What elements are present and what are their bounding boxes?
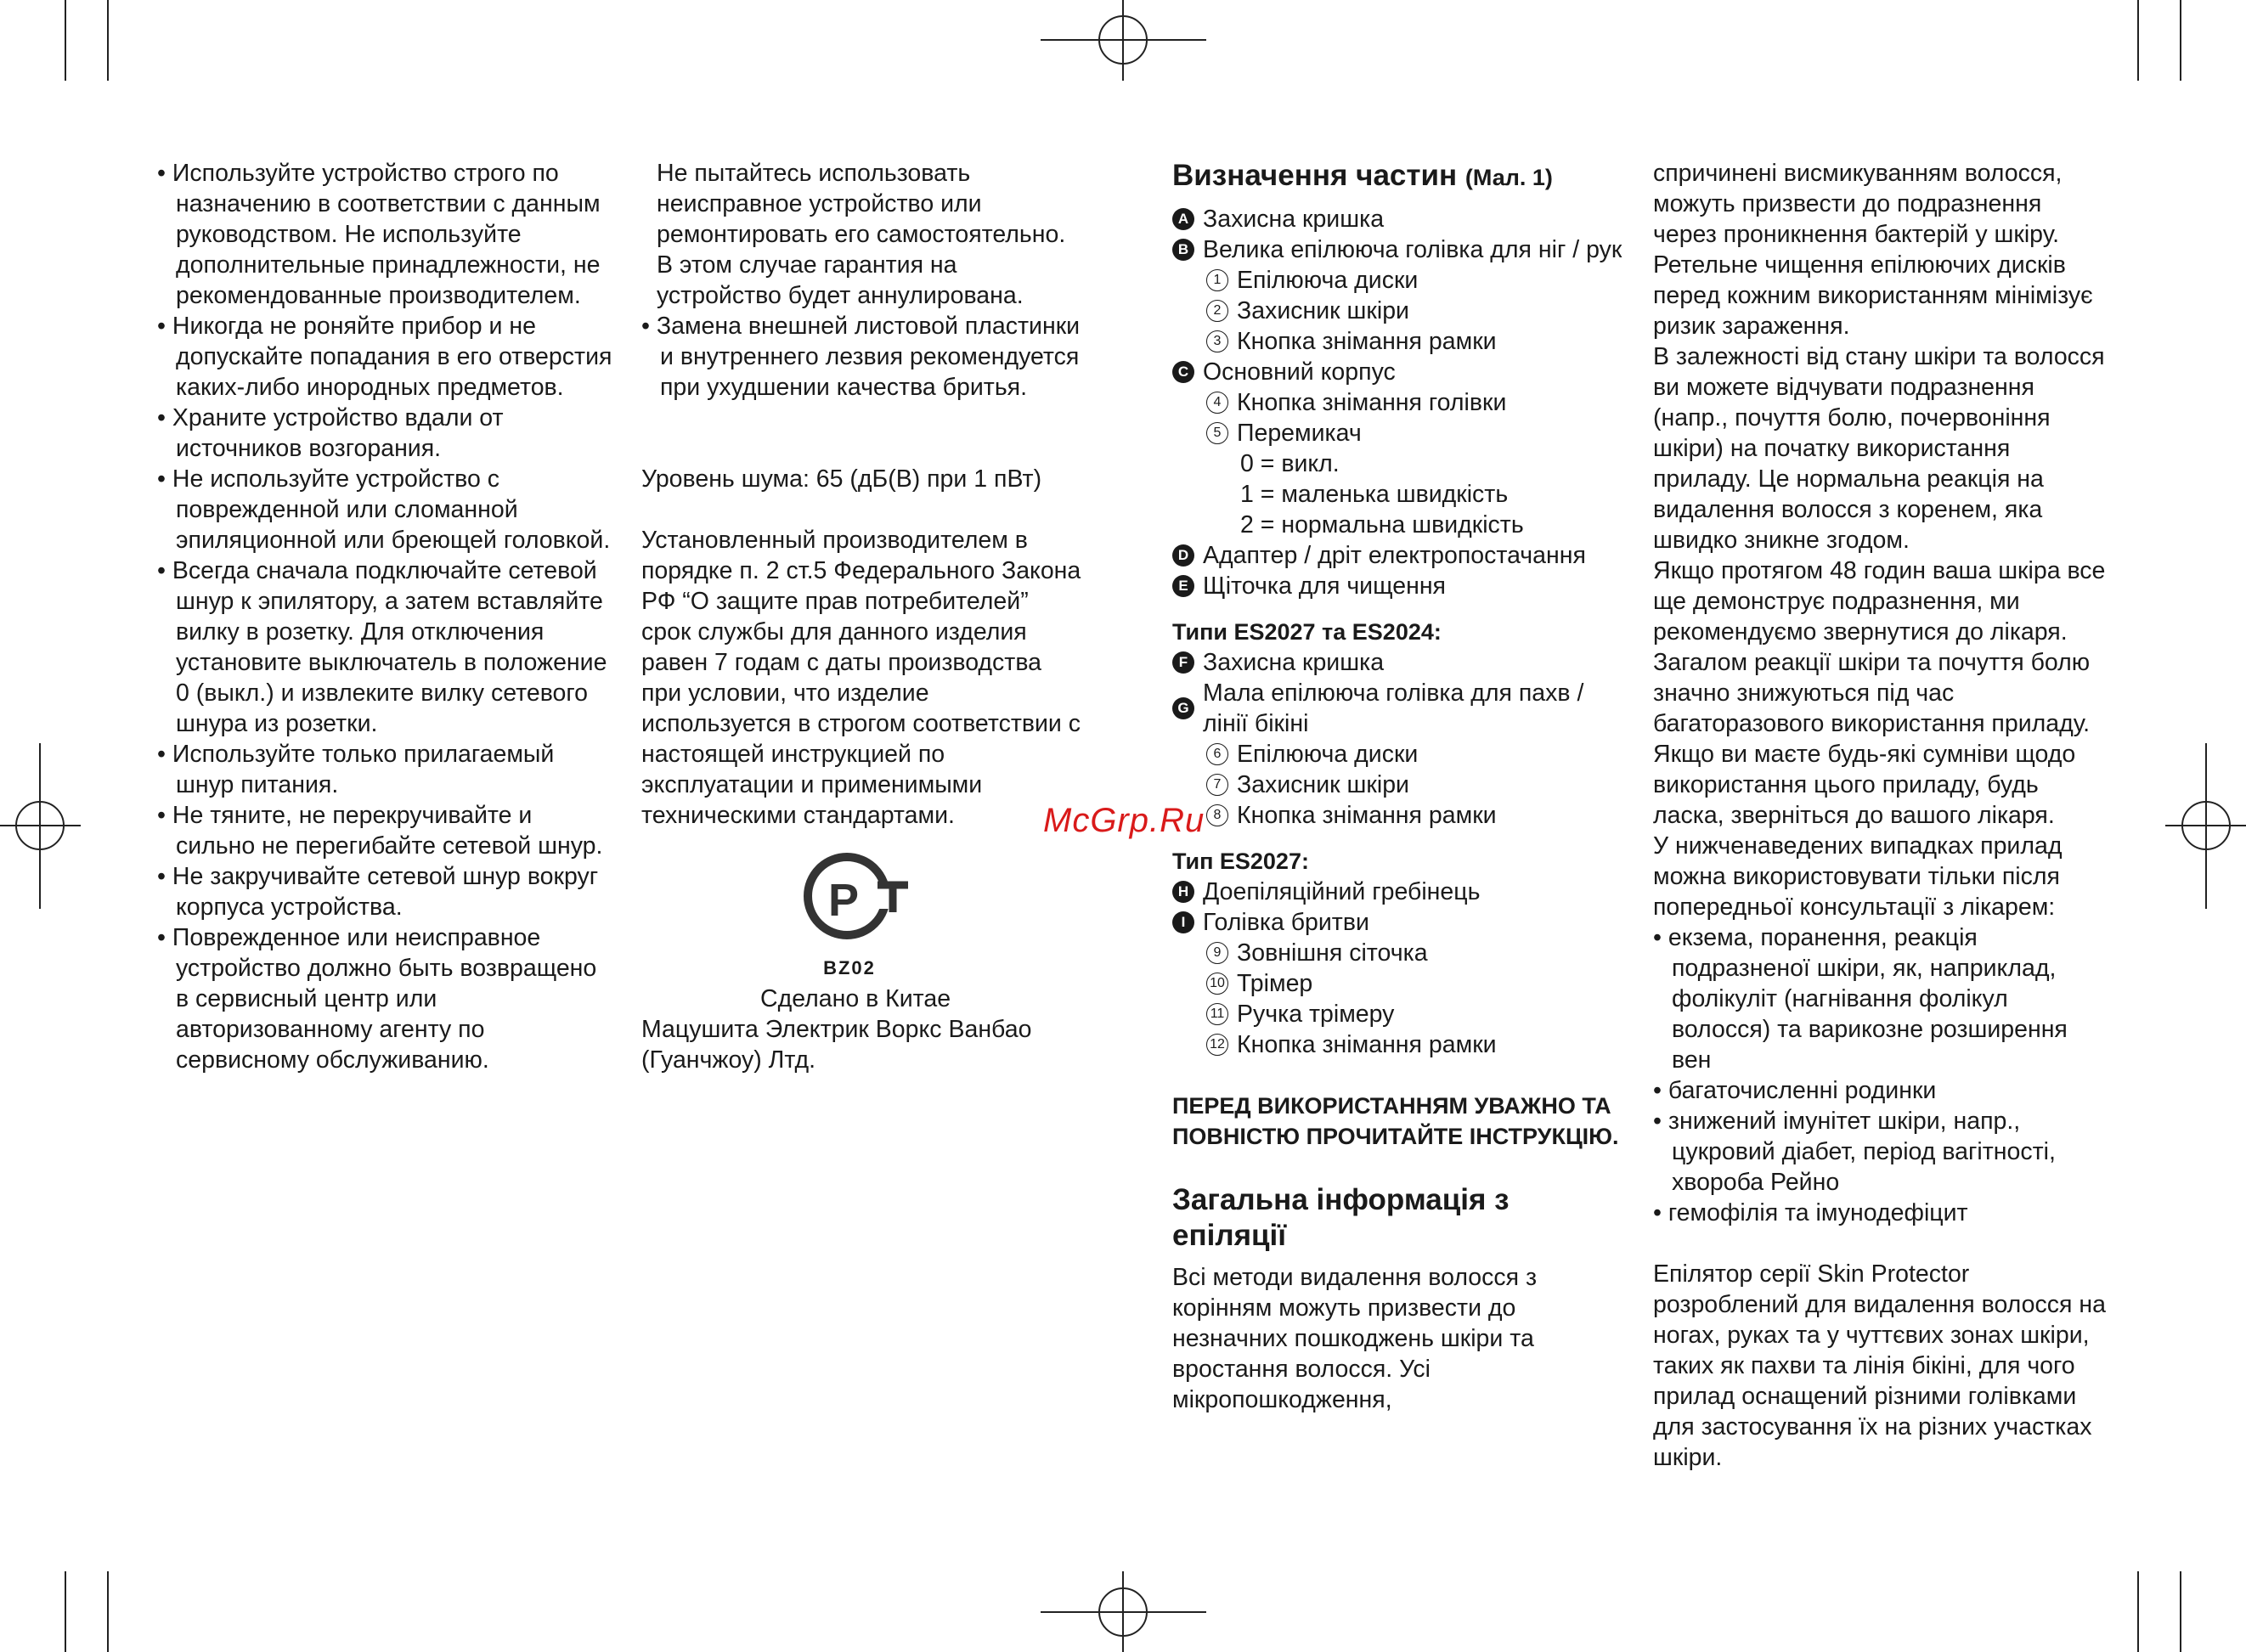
logo-code: BZ02 [823,957,876,978]
safety-continuation: Не пытайтесь использовать неисправное устройство или ремонтировать его самостоятельно. В этом случае гарантия на устройство будет аннулирована. [657,160,1066,309]
part-item [1172,647,1622,678]
part-label: Захисна кришка [1203,649,1385,676]
subpart-label: Епілююча диски [1237,267,1419,294]
column-1 [157,158,616,1075]
part-item [1172,357,1622,387]
condition-item: • знижений імунітет шкіри, напр., цукровий діабет, період вагітності, хвороба Рейно [1653,1108,2056,1196]
subpart-number-badge: 8 [1206,804,1228,826]
paragraph: спричинені висмикуванням волосся, можуть призвести до подразнення через проникнення бактерій у шкіру. Ретельне чищення епілюючих дисків перед кожним використанням мінімізує ризик зараження. [1653,160,2093,340]
safety-item: • Никогда не роняйте прибор и не допускайте попадания в его отверстия каких-либо инородных предметов. [157,313,612,401]
subpart-item [1172,770,1622,800]
subpart-number-badge: 7 [1206,774,1228,796]
condition-item: • багаточисленні родинки [1653,1077,1937,1104]
subpart-number-badge: 11 [1206,1003,1228,1025]
subpart-label: Перемикач [1237,420,1362,447]
subpart-number-badge: 4 [1206,392,1228,414]
parts-list-3 [1172,877,1622,1060]
subpart-number-badge: 2 [1206,300,1228,322]
subpart-label: Кнопка знімання рамки [1237,328,1497,355]
part-letter-badge: I [1172,911,1194,933]
part-letter-badge: D [1172,544,1194,567]
section-body: Всі методи видалення волосся з корінням можуть призвести до незначних пошкоджень шкіри та вростання волосся. Усі мікропошкодження, [1172,1264,1538,1413]
subpart-label: Трімер [1237,970,1313,997]
subpart-item [1172,387,1622,418]
svg-text:P: P [828,875,860,926]
noise-level: Уровень шума: 65 (дБ(B) при 1 пВт) [641,465,1042,493]
subpart-item [1172,999,1622,1029]
part-label: Велика епілююча голівка для ніг / рук [1203,236,1622,263]
switch-setting: 1 = маленька швидкість [1240,481,1509,508]
part-label: Щіточка для чищення [1203,572,1446,600]
subpart-item [1172,296,1622,326]
subpart-label: Епілююча диски [1237,741,1419,768]
part-label: Голівка бритви [1203,909,1369,936]
part-item [1172,204,1622,234]
watermark: McGrp.Ru [1043,802,1205,839]
safety-item: • Поврежденное или неисправное устройство должно быть возвращено в сервисный центр или авторизованному агенту по сервисному обслуживанию. [157,924,597,1074]
part-item [1172,234,1622,265]
part-label: Захисна кришка [1203,206,1385,233]
column-4 [1653,158,2112,1473]
part-label: Доепіляційний гребінець [1203,878,1481,905]
made-in-china: Сделано в Китае [760,985,951,1012]
subpart-item [1172,938,1622,968]
type-heading: Тип ES2027: [1172,849,1309,874]
safety-item: • Не используйте устройство с поврежденной или сломанной эпиляционной или бреющей головкой. [157,465,611,554]
pct-certification-logo [803,849,913,985]
part-item [1172,907,1622,938]
subpart-label: Кнопка знімання голівки [1237,389,1507,416]
subpart-number-badge: 3 [1206,330,1228,352]
parts-list-2 [1172,647,1622,831]
part-letter-badge: H [1172,881,1194,903]
parts-title: Визначення частин (Мал. 1) [1172,159,1553,192]
condition-item: • екзема, поранення, реакція подразненої шкіри, як, наприклад, фолікуліт (нагнівання фолікул волосся) та варикозне розширення вен [1653,924,2068,1074]
subpart-item [1172,418,1622,448]
part-item [1172,540,1622,571]
service-life: Установленный производителем в порядке п. 2 ст.5 Федерального Закона РФ “О защите прав потребителей” срок службы для данного изделия равен 7 годам с даты производства при условии, что изделие используется в строгом соответствии с настоящей инструкцией по эксплуатации и применимыми техническими стандартами. [641,527,1081,829]
part-letter-badge: G [1172,697,1194,719]
subpart-item [1172,265,1622,296]
parts-list [1172,204,1622,601]
part-label: Мала епілююча голівка для пахв / лінії бікіні [1203,679,1584,737]
part-item [1172,678,1622,739]
column-3 [1172,158,1622,1415]
subpart-number-badge: 1 [1206,269,1228,291]
subpart-item [1172,326,1622,357]
manufacturer: Мацушита Электрик Воркс Ванбао (Гуанчжоу) Лтд. [641,1016,1032,1074]
safety-item: • Всегда сначала подключайте сетевой шнур к эпилятору, а затем вставляйте вилку в розетку. Для отключения установите выключатель в положение 0 (выкл.) и извлеките вилку сетевого шнура из розетки. [157,557,607,737]
subpart-number-badge: 5 [1206,422,1228,444]
part-label: Основний корпус [1203,358,1396,386]
safety-item: • Используйте устройство строго по назначению в соответствии с данным руководством. Не используйте дополнительные принадлежности, не рекомендованные производителем. [157,160,601,309]
subpart-item [1172,968,1622,999]
subpart-number-badge: 12 [1206,1034,1228,1056]
types-heading: Типи ES2027 та ES2024: [1172,619,1442,645]
subpart-item [1172,1029,1622,1060]
part-letter-badge: F [1172,651,1194,674]
subpart-number-badge: 10 [1206,973,1228,995]
subpart-label: Зовнішня сіточка [1237,939,1428,967]
safety-item: • Не тяните, не перекручивайте и сильно не перегибайте сетевой шнур. [157,802,603,860]
part-label: Адаптер / дріт електропостачання [1203,542,1586,569]
condition-item: • гемофілія та імунодефіцит [1653,1199,1968,1226]
paragraph: Якщо протягом 48 годин ваша шкіра все ще демонструє подразнення, ми рекомендуємо звернутися до лікаря. Загалом реакції шкіри та почуття болю значно знижуються під час багаторазового використання приладу. Якщо ви маєте будь-які сумніви щодо використання цього приладу, будь ласка, зверніться до вашого лікаря. [1653,557,2106,829]
subpart-label: Кнопка знімання рамки [1237,1031,1497,1058]
switch-setting: 2 = нормальна швидкість [1240,511,1524,538]
subpart-label: Кнопка знімання рамки [1237,802,1497,829]
paragraph: Епілятор серії Skin Protector розроблений для видалення волосся на ногах, руках та у чуттєвих зонах шкіри, таких як пахви та лінія бікіні, для чого прилад оснащений різними голівками для застосування їх на різних участках шкіри. [1653,1260,2106,1471]
part-letter-badge: C [1172,361,1194,383]
section-heading: Загальна інформація з епіляції [1172,1183,1510,1252]
part-item [1172,571,1622,601]
subpart-number-badge: 6 [1206,743,1228,765]
safety-item: • Используйте только прилагаемый шнур питания. [157,741,555,798]
safety-item: • Храните устройство вдали от источников возгорания. [157,404,504,462]
subpart-label: Ручка трімеру [1237,1001,1395,1028]
subpart-label: Захисник шкіри [1237,297,1409,324]
part-letter-badge: E [1172,575,1194,597]
subpart-item [1172,739,1622,770]
safety-item: • Замена внешней листовой пластинки и внутреннего лезвия рекомендуется при ухудшении качества бритья. [641,313,1081,401]
safety-item: • Не закручивайте сетевой шнур вокруг корпуса устройства. [157,863,599,921]
subpart-item [1172,800,1622,831]
switch-setting: 0 = викл. [1240,450,1340,477]
part-item [1172,877,1622,907]
paragraph: У нижченаведених випадках прилад можна використовувати тільки після попередньої консультації з лікарем: [1653,832,2063,921]
part-letter-badge: B [1172,239,1194,261]
subpart-number-badge: 9 [1206,942,1228,964]
paragraph: В залежності від стану шкіри та волосся ви можете відчувати подразнення (напр., почуття болю, почервоніння шкіри) на початку використання приладу. Це нормальна реакція на видалення волосся з коренем, яка швидко зникне згодом. [1653,343,2105,554]
subpart-label: Захисник шкіри [1237,771,1409,798]
part-letter-badge: A [1172,208,1194,230]
warning-notice: ПЕРЕД ВИКОРИСТАННЯМ УВАЖНО ТА ПОВНІСТЮ ПРОЧИТАЙТЕ ІНСТРУКЦІЮ. [1172,1093,1619,1149]
